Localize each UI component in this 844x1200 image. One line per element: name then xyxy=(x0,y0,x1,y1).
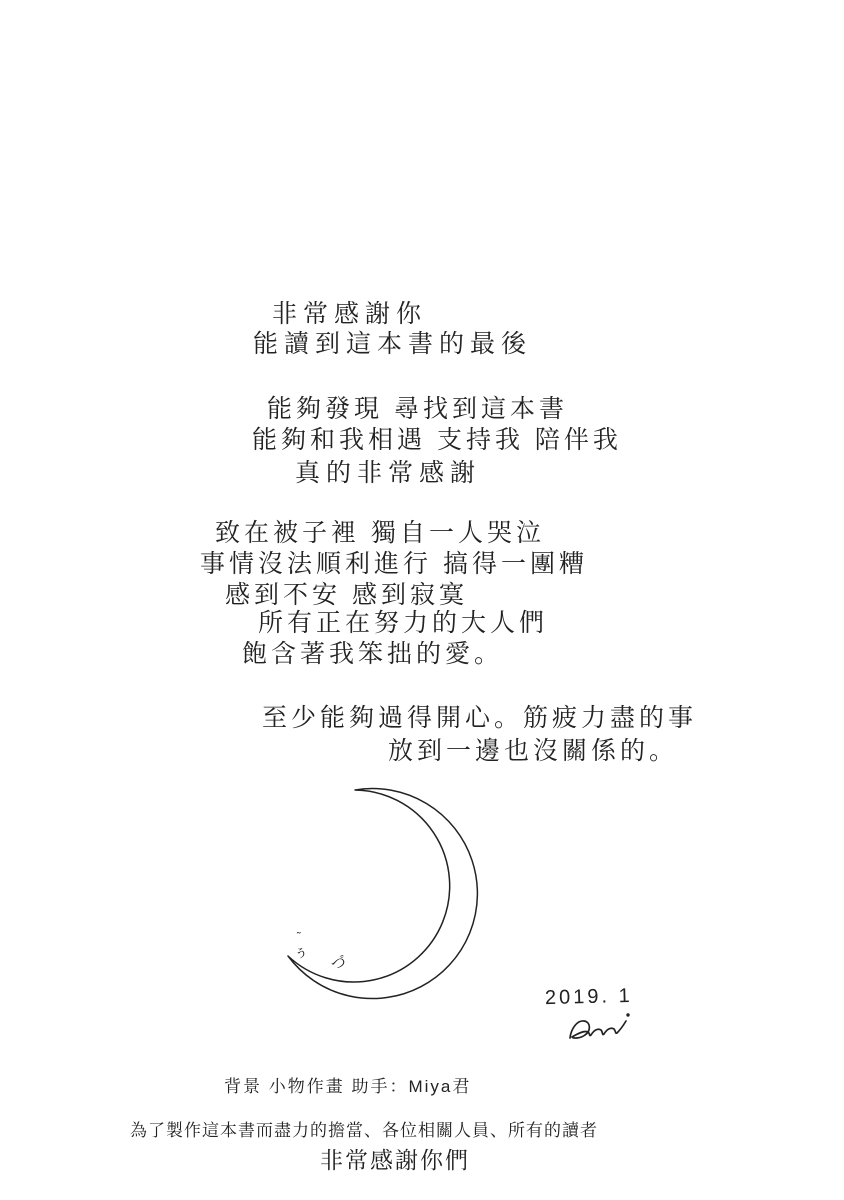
letter-line: 感到不安 感到寂寞 xyxy=(225,581,468,609)
signature-dot xyxy=(626,1013,629,1016)
sleep-sound-left: ぅ xyxy=(291,942,311,963)
signature-scribble xyxy=(556,1006,640,1048)
letter-line: 真的非常感謝 xyxy=(295,459,482,487)
letter-line: 飽含著我笨拙的愛。 xyxy=(242,640,504,668)
letter-line: 能夠發現 尋找到這本書 xyxy=(267,395,568,423)
crescent-moon-outline xyxy=(288,789,477,999)
letter-line: 放到一邊也沒關係的。 xyxy=(388,737,679,765)
letter-line: 能讀到這本書的最後 xyxy=(253,330,533,358)
credit-final-thanks: 非常感謝你們 xyxy=(320,1147,470,1173)
letter-line: 致在被子裡 獨自一人哭泣 xyxy=(215,519,545,547)
letter-line: 至少能夠過得開心。筋疲力盡的事 xyxy=(262,704,698,732)
signature-stroke xyxy=(570,1021,626,1038)
credit-assistant-line: 背景 小物作畫 助手：Miya君 xyxy=(224,1077,472,1096)
letter-line: 能夠和我相遇 支持我 陪伴我 xyxy=(252,426,622,454)
credit-acknowledgement-line: 為了製作這本書而盡力的擔當、各位相關人員、所有的讀者 xyxy=(130,1121,598,1140)
sleep-sound-right: づ xyxy=(328,953,349,974)
date-text: 2019. 1 xyxy=(544,984,633,1010)
letter-line: 所有正在努力的大人們 xyxy=(258,609,549,637)
sleep-sound-tilde: ˜ xyxy=(297,931,301,943)
letter-line: 事情沒法順利進行 搞得一團糟 xyxy=(200,550,588,578)
letter-line: 非常感謝你 xyxy=(272,300,428,328)
crescent-moon-drawing xyxy=(250,765,495,1015)
